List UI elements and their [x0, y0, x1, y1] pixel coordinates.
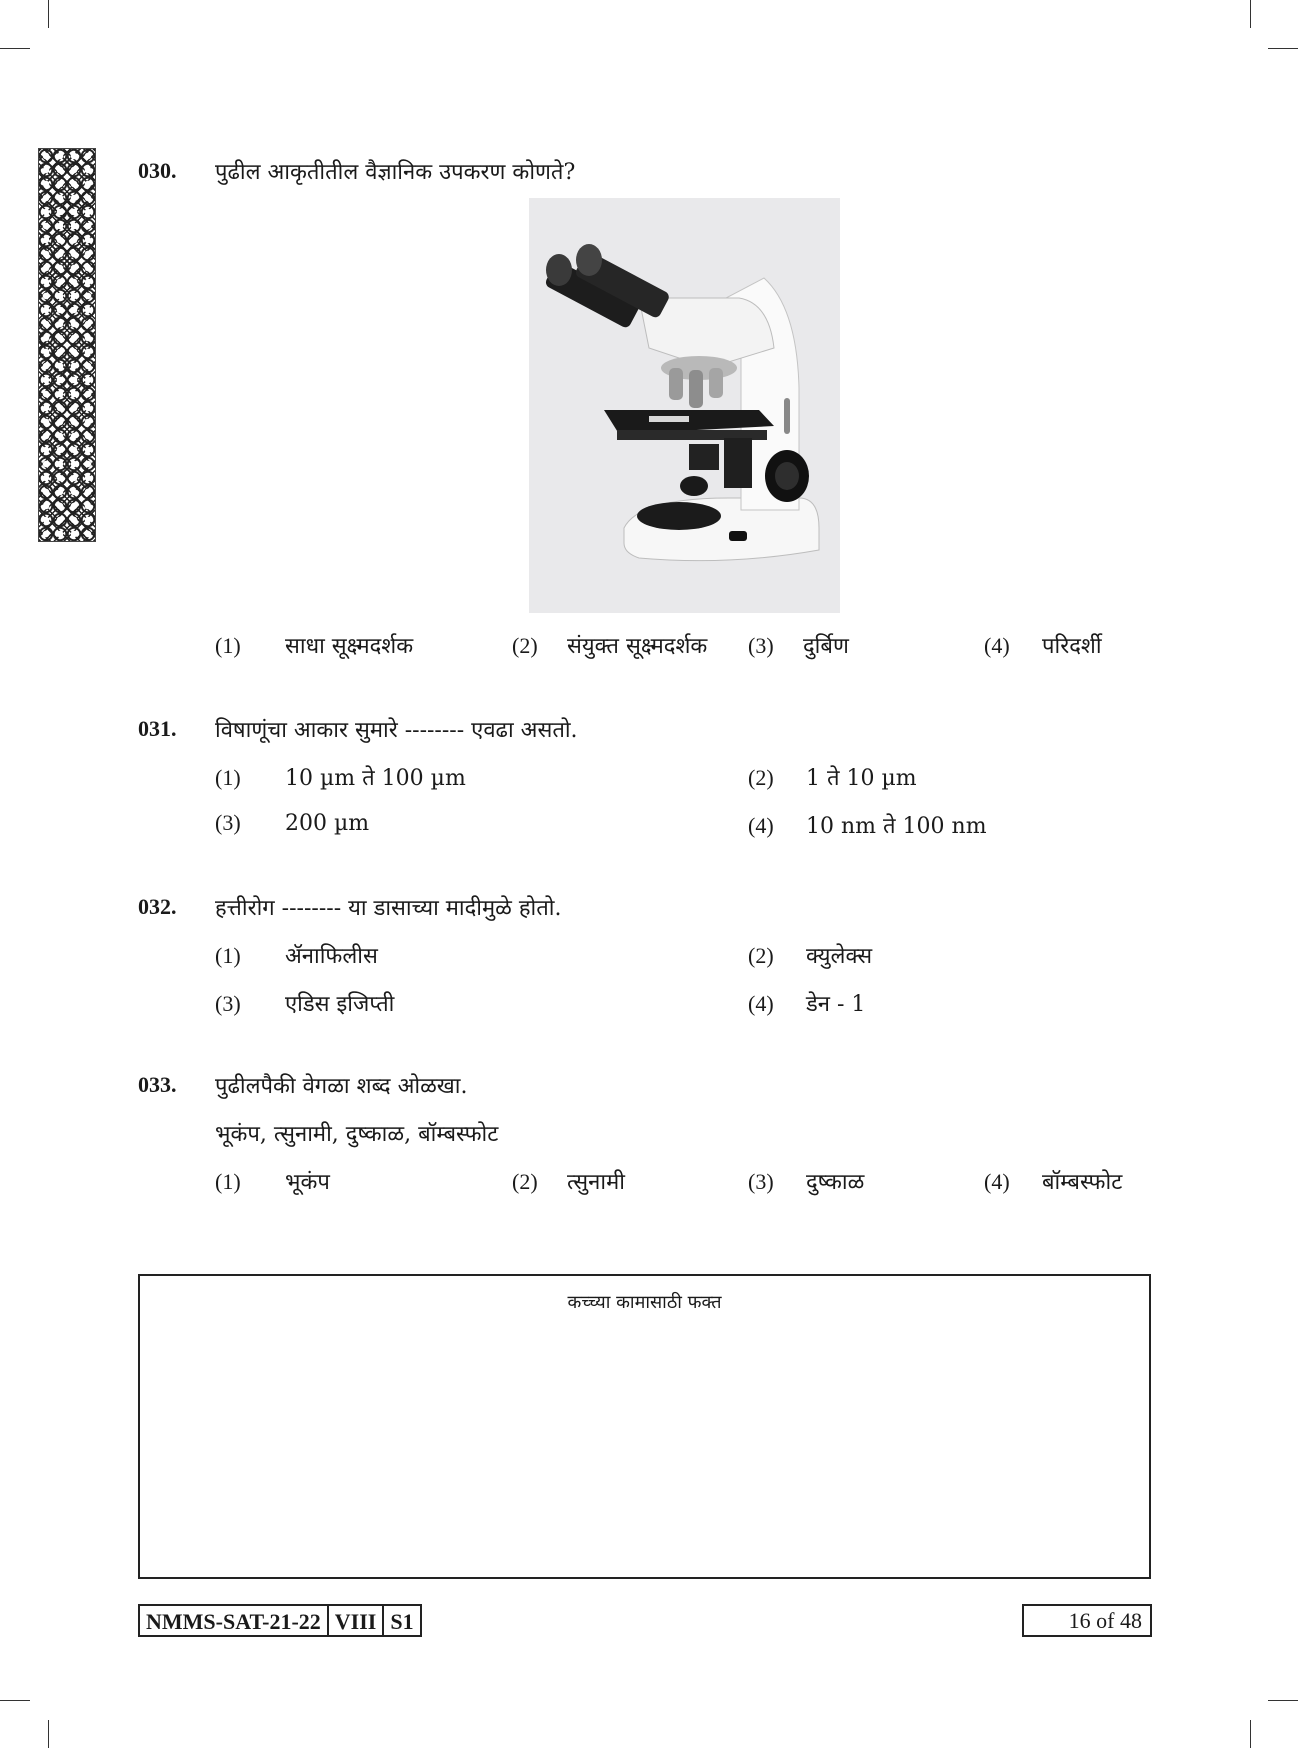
- option-label: संयुक्त सूक्ष्मदर्शक: [567, 634, 708, 659]
- option-2[interactable]: [512, 1166, 625, 1196]
- class-code: VIII: [329, 1606, 385, 1635]
- option-label: 10 nm ते 100 nm: [806, 814, 987, 839]
- crop-mark: [1268, 1700, 1298, 1701]
- option-label: 200 µm: [285, 811, 370, 836]
- microscope-image: [529, 198, 840, 613]
- option-label: साधा सूक्ष्मदर्शक: [285, 634, 414, 659]
- option-1[interactable]: [215, 630, 413, 660]
- option-number: (3): [748, 1169, 774, 1194]
- crop-mark: [1250, 0, 1251, 28]
- option-3[interactable]: [215, 988, 394, 1018]
- option-label: दुर्बिण: [803, 634, 849, 659]
- option-label: 10 µm ते 100 µm: [285, 766, 466, 791]
- question-number: 030.: [138, 158, 177, 183]
- option-4[interactable]: [984, 630, 1102, 660]
- option-4[interactable]: [984, 1166, 1122, 1196]
- option-number: (2): [512, 1169, 538, 1194]
- rough-work-box: [138, 1274, 1151, 1579]
- option-3[interactable]: [748, 1166, 864, 1196]
- crop-mark: [0, 1700, 30, 1701]
- question-number: 032.: [138, 894, 177, 919]
- option-number: (3): [215, 810, 241, 835]
- crop-mark: [48, 0, 49, 28]
- option-1[interactable]: [215, 940, 378, 970]
- option-number: (1): [215, 1169, 241, 1194]
- question-text: हत्तीरोग -------- या डासाच्या मादीमुळे होतो.: [215, 896, 562, 921]
- crop-mark: [0, 48, 30, 49]
- option-label: बॉम्बस्फोट: [1042, 1170, 1123, 1195]
- question-subtext: भूकंप, त्सुनामी, दुष्काळ, बॉम्बस्फोट: [215, 1122, 499, 1147]
- decorative-border-strip: [38, 148, 96, 542]
- option-number: (4): [748, 813, 774, 838]
- rough-work-title: कच्च्या कामासाठी फक्त: [567, 1292, 722, 1313]
- option-number: (2): [748, 943, 774, 968]
- option-number: (1): [215, 943, 241, 968]
- option-label: भूकंप: [285, 1170, 330, 1195]
- option-number: (4): [984, 633, 1010, 658]
- option-2[interactable]: [748, 940, 872, 970]
- option-label: परिदर्शी: [1042, 634, 1102, 659]
- option-label: डेन - 1: [806, 992, 866, 1017]
- option-label: 1 ते 10 µm: [806, 766, 917, 791]
- option-number: (2): [748, 765, 774, 790]
- crop-mark: [1250, 1720, 1251, 1748]
- option-2[interactable]: [748, 762, 917, 792]
- option-label: त्सुनामी: [567, 1170, 625, 1195]
- crop-mark: [48, 1720, 49, 1748]
- option-number: (2): [512, 633, 538, 658]
- option-1[interactable]: [215, 762, 466, 792]
- question-text: विषाणूंचा आकार सुमारे -------- एवढा असतो.: [215, 718, 578, 743]
- crop-mark: [1268, 48, 1298, 49]
- option-4[interactable]: [748, 810, 987, 840]
- question-text: पुढीलपैकी वेगळा शब्द ओळखा.: [215, 1074, 468, 1099]
- page-number: 16 of 48: [1022, 1604, 1152, 1637]
- option-label: ॲनाफिलीस: [285, 944, 378, 969]
- option-number: (4): [984, 1169, 1010, 1194]
- option-3[interactable]: [215, 810, 369, 836]
- option-number: (4): [748, 991, 774, 1016]
- option-label: क्युलेक्स: [806, 944, 873, 969]
- question-number: 031.: [138, 716, 177, 741]
- option-number: (3): [215, 991, 241, 1016]
- option-label: दुष्काळ: [806, 1170, 865, 1195]
- option-3[interactable]: [748, 630, 849, 660]
- exam-code-box: [138, 1604, 422, 1637]
- question-text: पुढील आकृतीतील वैज्ञानिक उपकरण कोणते?: [215, 160, 576, 185]
- option-number: (1): [215, 765, 241, 790]
- exam-code: NMMS-SAT-21-22: [140, 1606, 329, 1635]
- option-number: (3): [748, 633, 774, 658]
- option-4[interactable]: [748, 988, 865, 1018]
- option-label: एडिस इजिप्ती: [285, 992, 395, 1017]
- set-code: S1: [390, 1609, 414, 1634]
- question-number: 033.: [138, 1072, 177, 1097]
- option-2[interactable]: [512, 630, 707, 660]
- option-1[interactable]: [215, 1166, 330, 1196]
- option-number: (1): [215, 633, 241, 658]
